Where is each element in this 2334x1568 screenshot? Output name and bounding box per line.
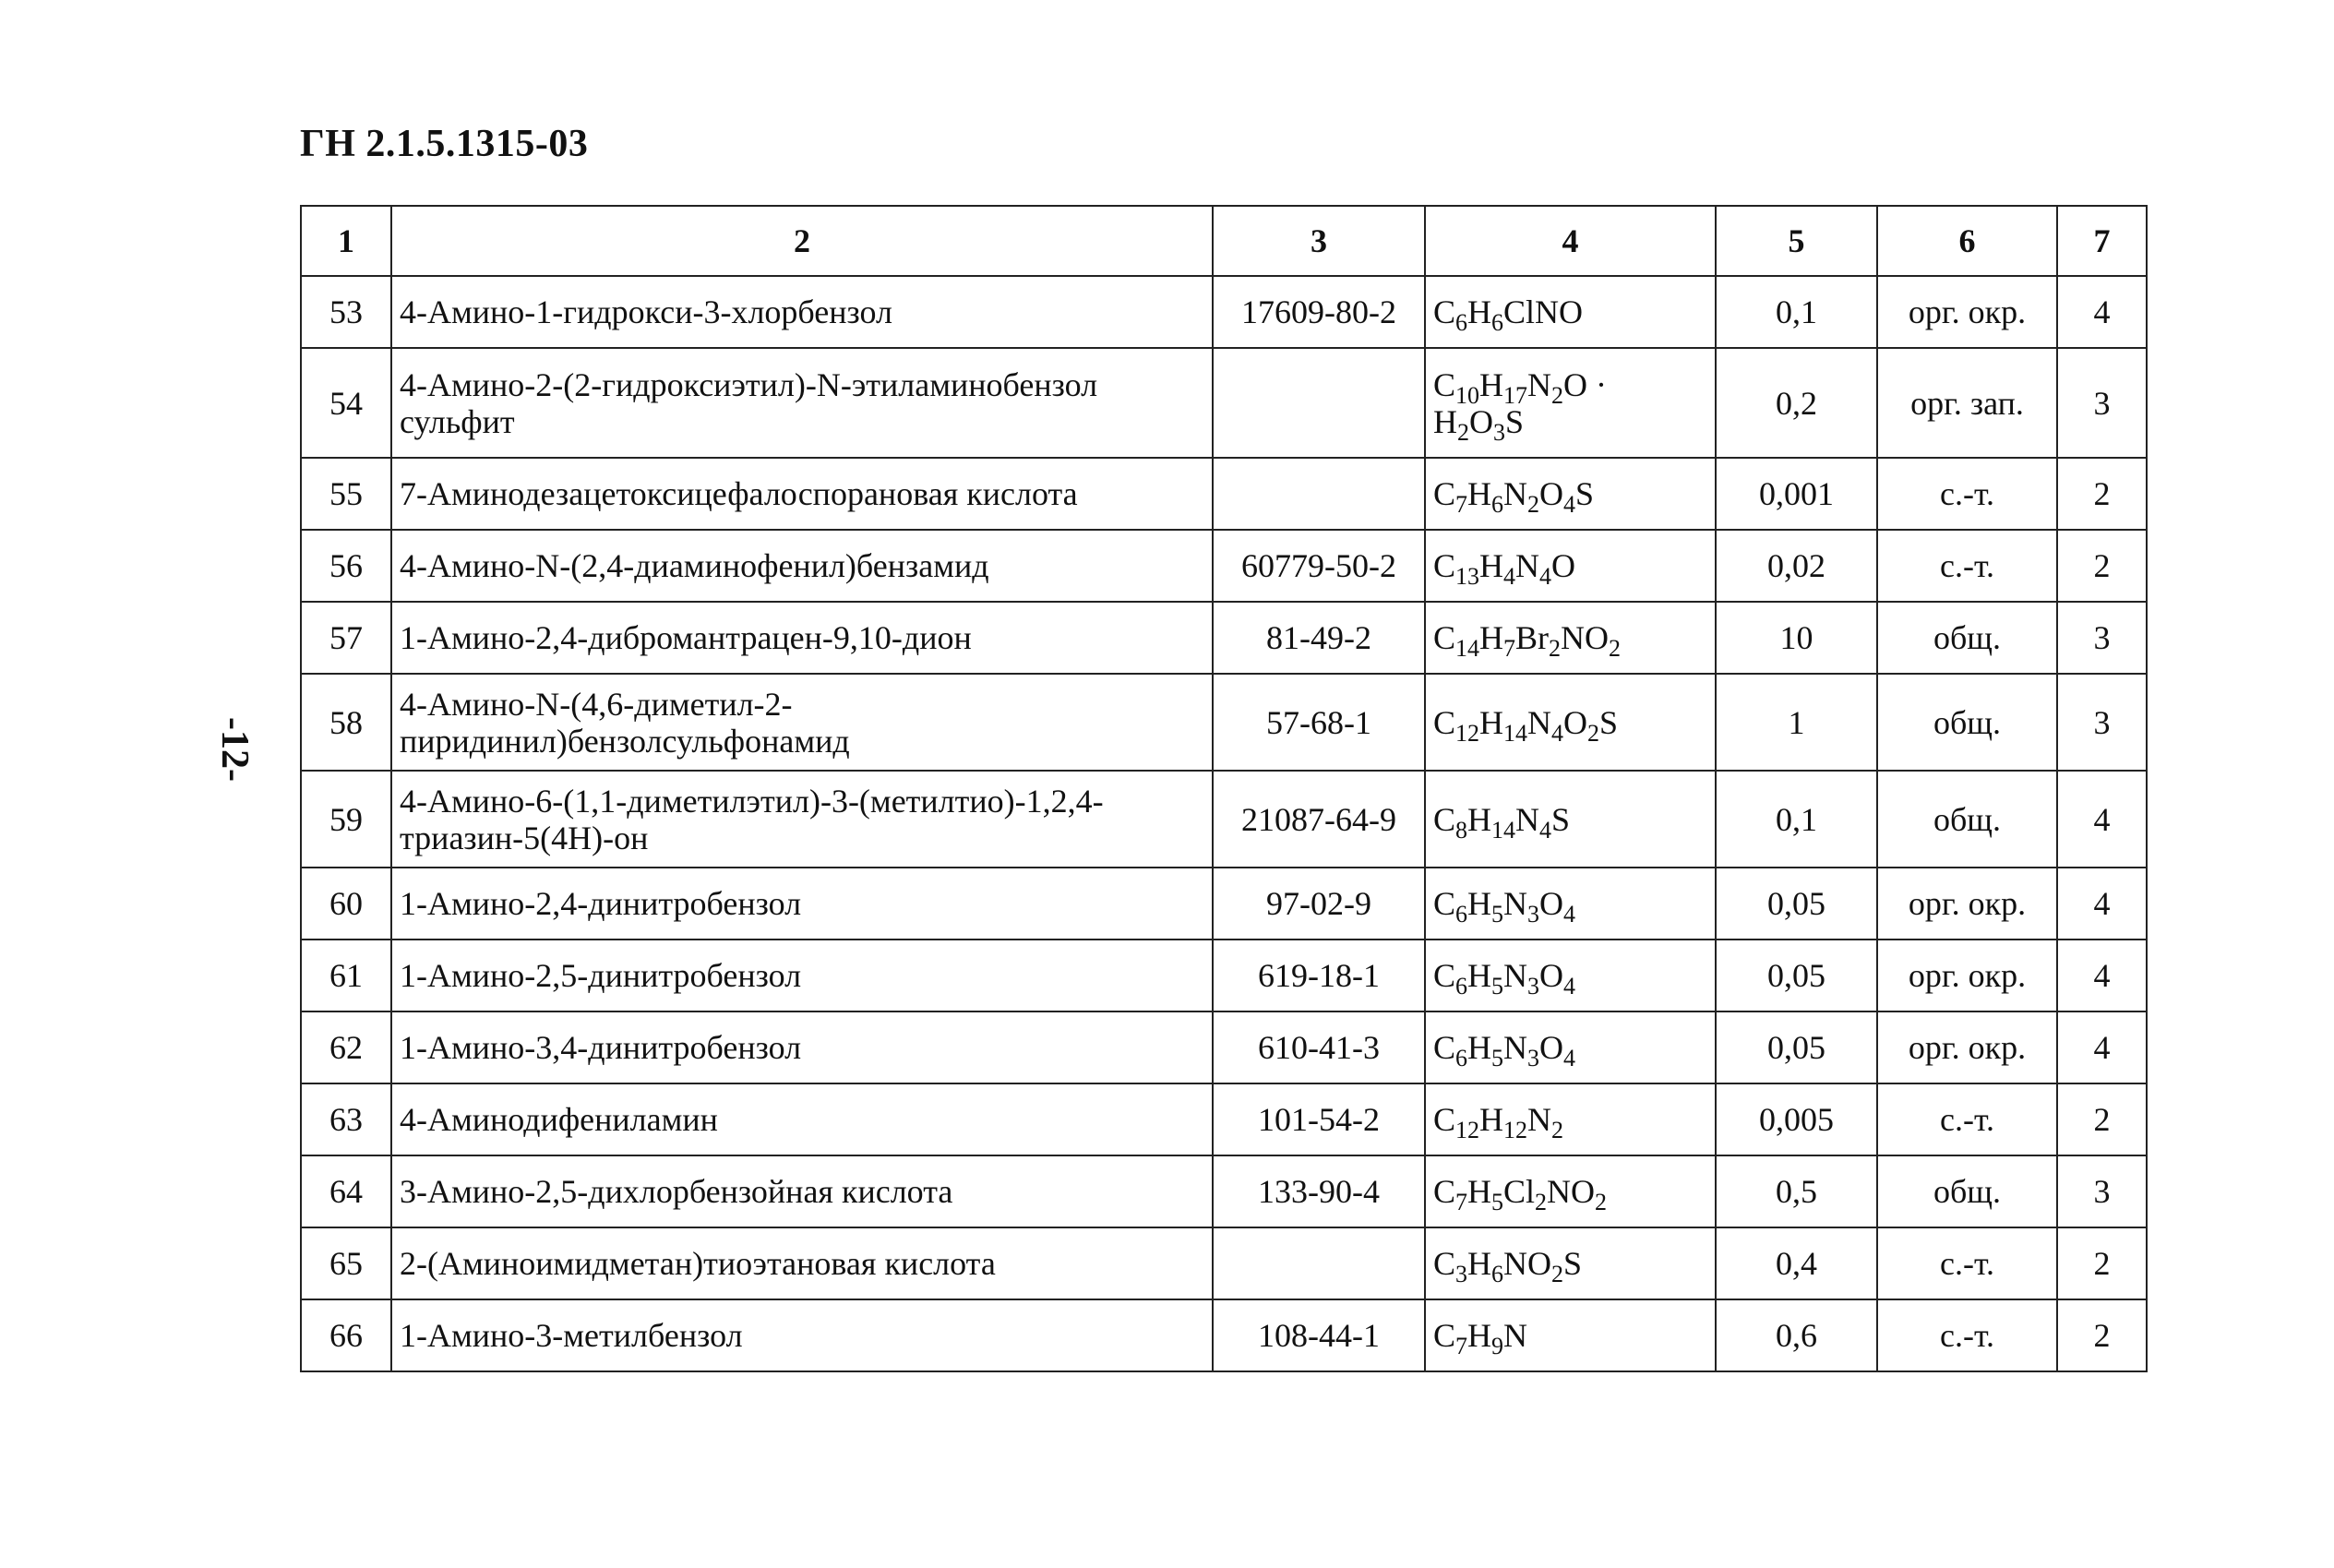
hazard-indicator-cell: общ. — [1877, 674, 2057, 771]
formula-line — [1433, 402, 1707, 446]
formula-subscript: 7 — [1455, 1189, 1468, 1216]
hazard-indicator-cell: общ. — [1877, 602, 2057, 674]
formula-line — [1433, 1101, 1707, 1144]
formula-subscript: 6 — [1491, 1261, 1504, 1288]
formula-symbol: H — [1479, 703, 1504, 741]
limit-value-cell: 0,02 — [1716, 530, 1877, 602]
formula-subscript: 4 — [1539, 816, 1552, 844]
table-row — [301, 1299, 2147, 1371]
substance-name-cell: 3-Амино-2,5-дихлорбензойная кислота — [391, 1155, 1213, 1227]
formula-subscript: 2 — [1595, 1189, 1608, 1216]
formula-symbol: Br — [1515, 619, 1550, 656]
formula-subscript: 2 — [1535, 1189, 1548, 1216]
hazard-class-cell: 4 — [2057, 771, 2147, 868]
hazard-class-cell: 4 — [2057, 1011, 2147, 1083]
substance-name-cell: 4-Амино-N-(2,4-диаминофенил)бензамид — [391, 530, 1213, 602]
formula-subscript: 9 — [1491, 1333, 1504, 1360]
formula-line — [1433, 1317, 1707, 1360]
substance-name-cell: 1-Амино-2,4-динитробензол — [391, 868, 1213, 940]
formula-subscript: 2 — [1551, 1117, 1564, 1144]
formula-symbol: N — [1527, 365, 1552, 403]
hazard-indicator-cell: орг. окр. — [1877, 276, 2057, 348]
limit-value-cell: 0,001 — [1716, 458, 1877, 530]
limit-value-cell: 0,6 — [1716, 1299, 1877, 1371]
formula-symbol: C — [1433, 1317, 1456, 1354]
formula-symbol: H — [1467, 800, 1492, 838]
formula-symbol: N — [1515, 547, 1540, 584]
table-row — [301, 940, 2147, 1011]
substance-table — [300, 205, 2148, 1372]
cas-number-cell: 81-49-2 — [1213, 602, 1425, 674]
formula-subscript: 5 — [1491, 1189, 1504, 1216]
formula-symbol: C — [1433, 800, 1456, 838]
row-number-cell: 63 — [301, 1083, 391, 1155]
row-number-cell: 61 — [301, 940, 391, 1011]
formula-symbol: N — [1527, 1101, 1552, 1138]
formula-subscript: 12 — [1503, 1117, 1528, 1144]
formula-symbol: C — [1433, 1101, 1456, 1138]
formula-symbol: H — [1467, 293, 1492, 330]
cas-number-cell — [1213, 1227, 1425, 1299]
formula-cell — [1425, 1299, 1716, 1371]
formula-subscript: 2 — [1549, 635, 1562, 663]
formula-symbol: N — [1503, 885, 1528, 922]
hazard-indicator-cell: орг. окр. — [1877, 868, 2057, 940]
formula-line — [1433, 547, 1707, 591]
limit-value-cell: 0,1 — [1716, 276, 1877, 348]
formula-symbol: N — [1503, 1029, 1528, 1066]
formula-symbol: NO — [1547, 1173, 1596, 1210]
formula-line — [1433, 475, 1707, 519]
formula-symbol: H — [1467, 1173, 1492, 1210]
formula-symbol: C — [1433, 365, 1456, 403]
formula-subscript: 2 — [1587, 719, 1600, 747]
limit-value-cell: 0,5 — [1716, 1155, 1877, 1227]
hazard-indicator-cell: с.-т. — [1877, 458, 2057, 530]
formula-line — [1433, 957, 1707, 1000]
formula-cell — [1425, 276, 1716, 348]
header-col-2: 2 — [391, 206, 1213, 276]
limit-value-cell: 0,1 — [1716, 771, 1877, 868]
formula-line — [1433, 1245, 1707, 1288]
cas-number-cell: 133-90-4 — [1213, 1155, 1425, 1227]
hazard-class-cell: 4 — [2057, 940, 2147, 1011]
formula-symbol: C — [1433, 293, 1456, 330]
hazard-class-cell: 3 — [2057, 348, 2147, 458]
hazard-indicator-cell: общ. — [1877, 771, 2057, 868]
formula-line — [1433, 800, 1707, 844]
formula-cell — [1425, 771, 1716, 868]
formula-symbol: O — [1563, 703, 1588, 741]
substance-name-cell: 4-Амино-N-(4,6-диметил-2-пиридинил)бензолсульфонамид — [391, 674, 1213, 771]
table-row — [301, 674, 2147, 771]
table-row — [301, 530, 2147, 602]
cas-number-cell: 57-68-1 — [1213, 674, 1425, 771]
formula-cell — [1425, 1155, 1716, 1227]
cas-number-cell: 610-41-3 — [1213, 1011, 1425, 1083]
row-number-cell: 66 — [301, 1299, 391, 1371]
hazard-class-cell: 2 — [2057, 1299, 2147, 1371]
formula-subscript: 14 — [1503, 719, 1528, 747]
formula-symbol: C — [1433, 703, 1456, 741]
formula-subscript: 2 — [1527, 491, 1540, 519]
formula-cell — [1425, 1227, 1716, 1299]
formula-symbol: H — [1467, 475, 1492, 512]
formula-symbol: S — [1575, 475, 1595, 512]
hazard-indicator-cell: с.-т. — [1877, 1227, 2057, 1299]
formula-symbol: H — [1467, 1029, 1492, 1066]
formula-symbol: N — [1503, 475, 1528, 512]
hazard-indicator-cell: орг. окр. — [1877, 940, 2057, 1011]
formula-cell — [1425, 1011, 1716, 1083]
formula-subscript: 2 — [1609, 635, 1622, 663]
header-col-1: 1 — [301, 206, 391, 276]
formula-symbol: H — [1433, 402, 1457, 440]
formula-symbol: C — [1433, 957, 1456, 994]
formula-subscript: 4 — [1563, 1045, 1576, 1072]
formula-symbol: H — [1479, 365, 1504, 403]
formula-subscript: 6 — [1455, 901, 1468, 928]
formula-subscript: 14 — [1455, 635, 1480, 663]
header-col-4: 4 — [1425, 206, 1716, 276]
formula-subscript: 4 — [1563, 973, 1576, 1000]
hazard-class-cell: 2 — [2057, 530, 2147, 602]
cas-number-cell: 17609-80-2 — [1213, 276, 1425, 348]
formula-subscript: 4 — [1563, 901, 1576, 928]
hazard-class-cell: 3 — [2057, 602, 2147, 674]
limit-value-cell: 1 — [1716, 674, 1877, 771]
formula-symbol: S — [1599, 703, 1619, 741]
formula-symbol: S — [1563, 1245, 1583, 1282]
formula-symbol: NO — [1561, 619, 1610, 656]
formula-subscript: 6 — [1491, 309, 1504, 337]
table-row — [301, 458, 2147, 530]
limit-value-cell: 0,4 — [1716, 1227, 1877, 1299]
row-number-cell: 54 — [301, 348, 391, 458]
formula-subscript: 5 — [1491, 1045, 1504, 1072]
formula-symbol: O — [1539, 1029, 1564, 1066]
row-number-cell: 59 — [301, 771, 391, 868]
formula-symbol: C — [1433, 885, 1456, 922]
formula-subscript: 6 — [1491, 491, 1504, 519]
table-header — [301, 206, 2147, 276]
formula-cell — [1425, 458, 1716, 530]
formula-subscript: 3 — [1455, 1261, 1468, 1288]
formula-symbol: S — [1551, 800, 1571, 838]
header-col-3: 3 — [1213, 206, 1425, 276]
hazard-indicator-cell: орг. зап. — [1877, 348, 2057, 458]
formula-symbol: H — [1479, 619, 1504, 656]
limit-value-cell: 0,05 — [1716, 868, 1877, 940]
formula-symbol: H — [1467, 1245, 1492, 1282]
hazard-indicator-cell: с.-т. — [1877, 1299, 2057, 1371]
formula-subscript: 3 — [1493, 418, 1505, 446]
row-number-cell: 62 — [301, 1011, 391, 1083]
formula-symbol: C — [1433, 1173, 1456, 1210]
row-number-cell: 64 — [301, 1155, 391, 1227]
table-row — [301, 771, 2147, 868]
table-row — [301, 1227, 2147, 1299]
formula-subscript: 5 — [1491, 973, 1504, 1000]
formula-subscript: 4 — [1551, 719, 1564, 747]
formula-symbol: N — [1527, 703, 1552, 741]
substance-name-cell: 1-Амино-2,5-динитробензол — [391, 940, 1213, 1011]
substance-name-cell: 1-Амино-3,4-динитробензол — [391, 1011, 1213, 1083]
formula-symbol: S — [1505, 402, 1525, 440]
formula-subscript: 14 — [1491, 816, 1516, 844]
formula-subscript: 2 — [1457, 418, 1469, 446]
formula-subscript: 12 — [1455, 1117, 1480, 1144]
substance-name-cell: 2-(Аминоимидметан)тиоэтановая кислота — [391, 1227, 1213, 1299]
formula-subscript: 4 — [1563, 491, 1576, 519]
hazard-indicator-cell: орг. окр. — [1877, 1011, 2057, 1083]
table-row — [301, 1083, 2147, 1155]
table-row — [301, 276, 2147, 348]
formula-line — [1433, 619, 1707, 663]
formula-subscript: 4 — [1539, 563, 1552, 591]
hazard-class-cell: 2 — [2057, 1227, 2147, 1299]
substance-name-cell: 4-Аминодифениламин — [391, 1083, 1213, 1155]
cas-number-cell: 97-02-9 — [1213, 868, 1425, 940]
hazard-class-cell: 2 — [2057, 458, 2147, 530]
formula-symbol: N — [1503, 957, 1528, 994]
formula-line — [1433, 293, 1707, 337]
row-number-cell: 60 — [301, 868, 391, 940]
substance-name-cell: 1-Амино-2,4-дибромантрацен-9,10-дион — [391, 602, 1213, 674]
formula-line — [1433, 885, 1707, 928]
formula-line — [1433, 1173, 1707, 1216]
header-col-6: 6 — [1877, 206, 2057, 276]
header-col-5: 5 — [1716, 206, 1877, 276]
formula-cell — [1425, 602, 1716, 674]
cas-number-cell — [1213, 458, 1425, 530]
substance-name-cell: 4-Амино-1-гидрокси-3-хлорбензол — [391, 276, 1213, 348]
formula-cell — [1425, 674, 1716, 771]
table-row — [301, 602, 2147, 674]
cas-number-cell: 21087-64-9 — [1213, 771, 1425, 868]
cas-number-cell — [1213, 348, 1425, 458]
formula-cell — [1425, 1083, 1716, 1155]
limit-value-cell: 0,2 — [1716, 348, 1877, 458]
formula-subscript: 12 — [1455, 719, 1480, 747]
row-number-cell: 56 — [301, 530, 391, 602]
hazard-class-cell: 4 — [2057, 868, 2147, 940]
page-number: -12- — [213, 717, 256, 782]
formula-symbol: C — [1433, 619, 1456, 656]
formula-symbol: Cl — [1503, 1173, 1536, 1210]
row-number-cell: 57 — [301, 602, 391, 674]
formula-symbol: O — [1539, 957, 1564, 994]
formula-line — [1433, 1029, 1707, 1072]
table-body — [301, 276, 2147, 1371]
formula-symbol: ClNO — [1503, 293, 1584, 330]
hazard-class-cell: 2 — [2057, 1083, 2147, 1155]
limit-value-cell: 0,05 — [1716, 1011, 1877, 1083]
limit-value-cell: 0,05 — [1716, 940, 1877, 1011]
substance-name-cell: 7-Аминодезацетоксицефалоспорановая кислота — [391, 458, 1213, 530]
formula-subscript: 17 — [1503, 381, 1528, 409]
formula-subscript: 8 — [1455, 816, 1468, 844]
formula-symbol: O — [1469, 402, 1493, 440]
formula-symbol: H — [1467, 1317, 1492, 1354]
cas-number-cell: 60779-50-2 — [1213, 530, 1425, 602]
table-row — [301, 348, 2147, 458]
formula-subscript: 6 — [1455, 309, 1468, 337]
formula-cell — [1425, 348, 1716, 458]
formula-subscript: 3 — [1527, 1045, 1540, 1072]
hazard-class-cell: 3 — [2057, 674, 2147, 771]
formula-subscript: 7 — [1455, 1333, 1468, 1360]
cas-number-cell: 619-18-1 — [1213, 940, 1425, 1011]
formula-subscript: 10 — [1455, 381, 1480, 409]
cas-number-cell: 108-44-1 — [1213, 1299, 1425, 1371]
row-number-cell: 55 — [301, 458, 391, 530]
formula-symbol: H — [1467, 957, 1492, 994]
formula-subscript: 7 — [1503, 635, 1516, 663]
document-code: ГН 2.1.5.1315-03 — [300, 123, 589, 165]
formula-symbol: O · — [1563, 365, 1608, 403]
formula-subscript: 3 — [1527, 973, 1540, 1000]
formula-symbol: NO — [1503, 1245, 1552, 1282]
hazard-indicator-cell: общ. — [1877, 1155, 2057, 1227]
row-number-cell: 58 — [301, 674, 391, 771]
formula-cell — [1425, 940, 1716, 1011]
formula-line — [1433, 703, 1707, 747]
formula-subscript: 3 — [1527, 901, 1540, 928]
formula-symbol: C — [1433, 1029, 1456, 1066]
formula-symbol: H — [1479, 547, 1504, 584]
substance-name-cell: 1-Амино-3-метилбензол — [391, 1299, 1213, 1371]
hazard-class-cell: 3 — [2057, 1155, 2147, 1227]
formula-symbol: O — [1551, 547, 1576, 584]
formula-subscript: 5 — [1491, 901, 1504, 928]
formula-symbol: C — [1433, 547, 1456, 584]
formula-symbol: C — [1433, 1245, 1456, 1282]
table-row — [301, 1011, 2147, 1083]
hazard-class-cell: 4 — [2057, 276, 2147, 348]
limit-value-cell: 10 — [1716, 602, 1877, 674]
formula-line — [1433, 365, 1707, 409]
formula-symbol: C — [1433, 475, 1456, 512]
formula-subscript: 2 — [1551, 1261, 1564, 1288]
table-row — [301, 1155, 2147, 1227]
row-number-cell: 65 — [301, 1227, 391, 1299]
hazard-indicator-cell: с.-т. — [1877, 530, 2057, 602]
formula-symbol: N — [1503, 1317, 1528, 1354]
hazard-indicator-cell: с.-т. — [1877, 1083, 2057, 1155]
formula-subscript: 2 — [1551, 381, 1564, 409]
formula-subscript: 13 — [1455, 563, 1480, 591]
substance-name-cell: 4-Амино-2-(2-гидроксиэтил)-N-этиламинобензол сульфит — [391, 348, 1213, 458]
formula-symbol: H — [1467, 885, 1492, 922]
formula-symbol: N — [1515, 800, 1540, 838]
table-row — [301, 868, 2147, 940]
formula-cell — [1425, 530, 1716, 602]
cas-number-cell: 101-54-2 — [1213, 1083, 1425, 1155]
row-number-cell: 53 — [301, 276, 391, 348]
formula-subscript: 7 — [1455, 491, 1468, 519]
formula-symbol: H — [1479, 1101, 1504, 1138]
formula-subscript: 6 — [1455, 1045, 1468, 1072]
header-row — [301, 206, 2147, 276]
formula-subscript: 4 — [1503, 563, 1516, 591]
formula-symbol: O — [1539, 475, 1564, 512]
formula-subscript: 6 — [1455, 973, 1468, 1000]
formula-cell — [1425, 868, 1716, 940]
header-col-7: 7 — [2057, 206, 2147, 276]
substance-name-cell: 4-Амино-6-(1,1-диметилэтил)-3-(метилтио)-1,2,4-триазин-5(4Н)-он — [391, 771, 1213, 868]
limit-value-cell: 0,005 — [1716, 1083, 1877, 1155]
formula-symbol: O — [1539, 885, 1564, 922]
